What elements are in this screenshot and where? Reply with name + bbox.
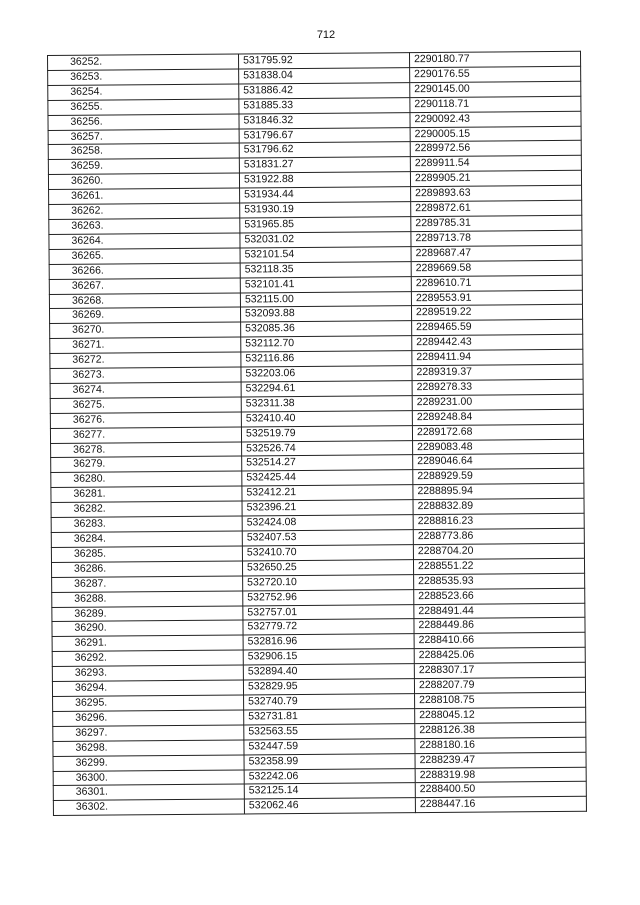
y-coordinate-cell: 2289411.94 — [412, 349, 583, 365]
point-number-cell: 36285. — [51, 546, 242, 562]
point-number-cell: 36268. — [49, 292, 240, 308]
x-coordinate-cell: 532396.21 — [242, 500, 413, 516]
y-coordinate-cell: 2289442.43 — [412, 335, 583, 351]
x-coordinate-cell: 531965.85 — [240, 217, 411, 233]
y-coordinate-cell: 2289083.48 — [413, 439, 584, 455]
point-number-cell: 36298. — [53, 740, 244, 756]
x-coordinate-cell: 532093.88 — [240, 306, 411, 322]
x-coordinate-cell: 532563.55 — [244, 723, 415, 739]
y-coordinate-cell: 2289669.58 — [411, 260, 582, 276]
x-coordinate-cell: 532720.10 — [243, 574, 414, 590]
y-coordinate-cell: 2290092.43 — [410, 111, 581, 127]
point-number-cell: 36287. — [52, 576, 243, 592]
x-coordinate-cell: 531795.92 — [238, 53, 409, 69]
x-coordinate-cell: 532752.96 — [243, 589, 414, 605]
y-coordinate-cell: 2289278.33 — [412, 379, 583, 395]
point-number-cell: 36301. — [53, 784, 244, 800]
x-coordinate-cell: 531934.44 — [240, 187, 411, 203]
y-coordinate-cell: 2289785.31 — [411, 215, 582, 231]
y-coordinate-cell: 2288425.06 — [414, 648, 585, 664]
x-coordinate-cell: 532101.41 — [240, 276, 411, 292]
point-number-cell: 36258. — [48, 143, 239, 159]
point-number-cell: 36274. — [50, 382, 241, 398]
x-coordinate-cell: 532311.38 — [241, 395, 412, 411]
x-coordinate-cell: 532116.86 — [241, 351, 412, 367]
point-number-cell: 36295. — [53, 695, 244, 711]
x-coordinate-cell: 532519.79 — [241, 425, 412, 441]
x-coordinate-cell: 532779.72 — [243, 619, 414, 635]
y-coordinate-cell: 2288449.86 — [414, 618, 585, 634]
point-number-cell: 36282. — [51, 501, 242, 517]
point-number-cell: 36297. — [53, 725, 244, 741]
point-number-cell: 36293. — [52, 665, 243, 681]
point-number-cell: 36284. — [51, 531, 242, 547]
y-coordinate-cell: 2289972.56 — [410, 141, 581, 157]
x-coordinate-cell: 532031.02 — [240, 232, 411, 248]
point-number-cell: 36290. — [52, 620, 243, 636]
point-number-cell: 36300. — [53, 769, 244, 785]
x-coordinate-cell: 532740.79 — [244, 694, 415, 710]
y-coordinate-cell: 2288447.16 — [415, 797, 586, 813]
point-number-cell: 36291. — [52, 635, 243, 651]
y-coordinate-cell: 2288410.66 — [414, 633, 585, 649]
point-number-cell: 36265. — [49, 248, 240, 264]
y-coordinate-cell: 2289319.37 — [412, 364, 583, 380]
x-coordinate-cell: 532526.74 — [242, 440, 413, 456]
y-coordinate-cell: 2290118.71 — [410, 96, 581, 112]
point-number-cell: 36252. — [48, 54, 239, 70]
point-number-cell: 36272. — [50, 352, 241, 368]
y-coordinate-cell: 2289610.71 — [411, 275, 582, 291]
point-number-cell: 36286. — [51, 561, 242, 577]
x-coordinate-cell: 532894.40 — [243, 664, 414, 680]
x-coordinate-cell: 531886.42 — [239, 82, 410, 98]
point-number-cell: 36261. — [49, 188, 240, 204]
y-coordinate-cell: 2288523.66 — [414, 588, 585, 604]
point-number-cell: 36269. — [49, 307, 240, 323]
y-coordinate-cell: 2289553.91 — [411, 290, 582, 306]
point-number-cell: 36273. — [50, 367, 241, 383]
y-coordinate-cell: 2289893.63 — [411, 185, 582, 201]
x-coordinate-cell: 532731.81 — [244, 709, 415, 725]
point-number-cell: 36266. — [49, 263, 240, 279]
table-row — [53, 797, 586, 816]
y-coordinate-cell: 2288045.12 — [415, 707, 586, 723]
x-coordinate-cell: 532294.61 — [241, 381, 412, 397]
x-coordinate-cell: 532358.99 — [244, 753, 415, 769]
x-coordinate-cell: 532514.27 — [242, 455, 413, 471]
y-coordinate-cell: 2290145.00 — [410, 81, 581, 97]
point-number-cell: 36276. — [50, 412, 241, 428]
y-coordinate-cell: 2288491.44 — [414, 603, 585, 619]
point-number-cell: 36260. — [48, 173, 239, 189]
point-number-cell: 36253. — [48, 69, 239, 85]
y-coordinate-cell: 2289248.84 — [412, 409, 583, 425]
y-coordinate-cell: 2288108.75 — [415, 692, 586, 708]
point-number-cell: 36275. — [50, 397, 241, 413]
y-coordinate-cell: 2289046.64 — [413, 454, 584, 470]
x-coordinate-cell: 532112.70 — [241, 336, 412, 352]
y-coordinate-cell: 2288832.89 — [413, 498, 584, 514]
point-number-cell: 36259. — [48, 158, 239, 174]
x-coordinate-cell: 531838.04 — [239, 68, 410, 84]
x-coordinate-cell: 531846.32 — [239, 112, 410, 128]
x-coordinate-cell: 532757.01 — [243, 604, 414, 620]
y-coordinate-cell: 2289519.22 — [411, 305, 582, 321]
point-number-cell: 36267. — [49, 278, 240, 294]
x-coordinate-cell: 532125.14 — [244, 783, 415, 799]
point-number-cell: 36280. — [51, 471, 242, 487]
y-coordinate-cell: 2290005.15 — [410, 126, 581, 142]
y-coordinate-cell: 2289905.21 — [410, 171, 581, 187]
y-coordinate-cell: 2289231.00 — [412, 394, 583, 410]
y-coordinate-cell: 2288929.59 — [413, 469, 584, 485]
x-coordinate-cell: 532425.44 — [242, 470, 413, 486]
y-coordinate-cell: 2289713.78 — [411, 230, 582, 246]
x-coordinate-cell: 532447.59 — [244, 738, 415, 754]
x-coordinate-cell: 532115.00 — [240, 291, 411, 307]
point-number-cell: 36292. — [52, 650, 243, 666]
x-coordinate-cell: 531796.62 — [239, 142, 410, 158]
point-number-cell: 36270. — [50, 322, 241, 338]
point-number-cell: 36264. — [49, 233, 240, 249]
y-coordinate-cell: 2288704.20 — [413, 543, 584, 559]
y-coordinate-cell: 2289687.47 — [411, 245, 582, 261]
x-coordinate-cell: 532816.96 — [243, 634, 414, 650]
x-coordinate-cell: 531796.67 — [239, 127, 410, 143]
point-number-cell: 36289. — [52, 606, 243, 622]
point-number-cell: 36277. — [50, 427, 241, 443]
point-number-cell: 36283. — [51, 516, 242, 532]
y-coordinate-cell: 2289465.59 — [412, 320, 583, 336]
y-coordinate-cell: 2288307.17 — [414, 662, 585, 678]
y-coordinate-cell: 2288816.23 — [413, 513, 584, 529]
point-number-cell: 36294. — [52, 680, 243, 696]
x-coordinate-cell: 531885.33 — [239, 97, 410, 113]
y-coordinate-cell: 2288180.16 — [415, 737, 586, 753]
x-coordinate-cell: 532101.54 — [240, 246, 411, 262]
y-coordinate-cell: 2288319.98 — [415, 767, 586, 783]
point-number-cell: 36279. — [51, 456, 242, 472]
x-coordinate-cell: 532085.36 — [241, 321, 412, 337]
y-coordinate-cell: 2289172.68 — [412, 424, 583, 440]
x-coordinate-cell: 532829.95 — [243, 679, 414, 695]
point-number-cell: 36254. — [48, 84, 239, 100]
y-coordinate-cell: 2290176.55 — [410, 66, 581, 82]
y-coordinate-cell: 2288126.38 — [415, 722, 586, 738]
x-coordinate-cell: 532410.40 — [241, 410, 412, 426]
y-coordinate-cell: 2288239.47 — [415, 752, 586, 768]
coordinate-table — [47, 51, 587, 816]
point-number-cell: 36281. — [51, 486, 242, 502]
point-number-cell: 36263. — [49, 218, 240, 234]
point-number-cell: 36296. — [53, 710, 244, 726]
coordinate-table-body — [48, 51, 587, 815]
x-coordinate-cell: 532906.15 — [243, 649, 414, 665]
x-coordinate-cell: 531930.19 — [240, 202, 411, 218]
x-coordinate-cell: 532410.70 — [242, 545, 413, 561]
y-coordinate-cell: 2289872.61 — [411, 200, 582, 216]
point-number-cell: 36257. — [48, 129, 239, 145]
point-number-cell: 36255. — [48, 99, 239, 115]
point-number-cell: 36256. — [48, 114, 239, 130]
y-coordinate-cell: 2288895.94 — [413, 484, 584, 500]
x-coordinate-cell: 532424.08 — [242, 515, 413, 531]
x-coordinate-cell: 532062.46 — [244, 798, 415, 814]
y-coordinate-cell: 2288551.22 — [413, 558, 584, 574]
x-coordinate-cell: 532412.21 — [242, 485, 413, 501]
point-number-cell: 36302. — [53, 799, 244, 815]
x-coordinate-cell: 531922.88 — [239, 172, 410, 188]
y-coordinate-cell: 2289911.54 — [410, 156, 581, 172]
point-number-cell: 36278. — [51, 442, 242, 458]
x-coordinate-cell: 532118.35 — [240, 261, 411, 277]
point-number-cell: 36299. — [53, 755, 244, 771]
y-coordinate-cell: 2288207.79 — [414, 677, 585, 693]
point-number-cell: 36262. — [49, 203, 240, 219]
x-coordinate-cell: 532242.06 — [244, 768, 415, 784]
x-coordinate-cell: 532407.53 — [242, 530, 413, 546]
point-number-cell: 36271. — [50, 337, 241, 353]
y-coordinate-cell: 2290180.77 — [409, 51, 580, 67]
x-coordinate-cell: 531831.27 — [239, 157, 410, 173]
page-number: 712 — [316, 29, 336, 41]
point-number-cell: 36288. — [52, 591, 243, 607]
y-coordinate-cell: 2288400.50 — [415, 782, 586, 798]
x-coordinate-cell: 532203.06 — [241, 366, 412, 382]
x-coordinate-cell: 532650.25 — [242, 559, 413, 575]
y-coordinate-cell: 2288535.93 — [414, 573, 585, 589]
y-coordinate-cell: 2288773.86 — [413, 528, 584, 544]
